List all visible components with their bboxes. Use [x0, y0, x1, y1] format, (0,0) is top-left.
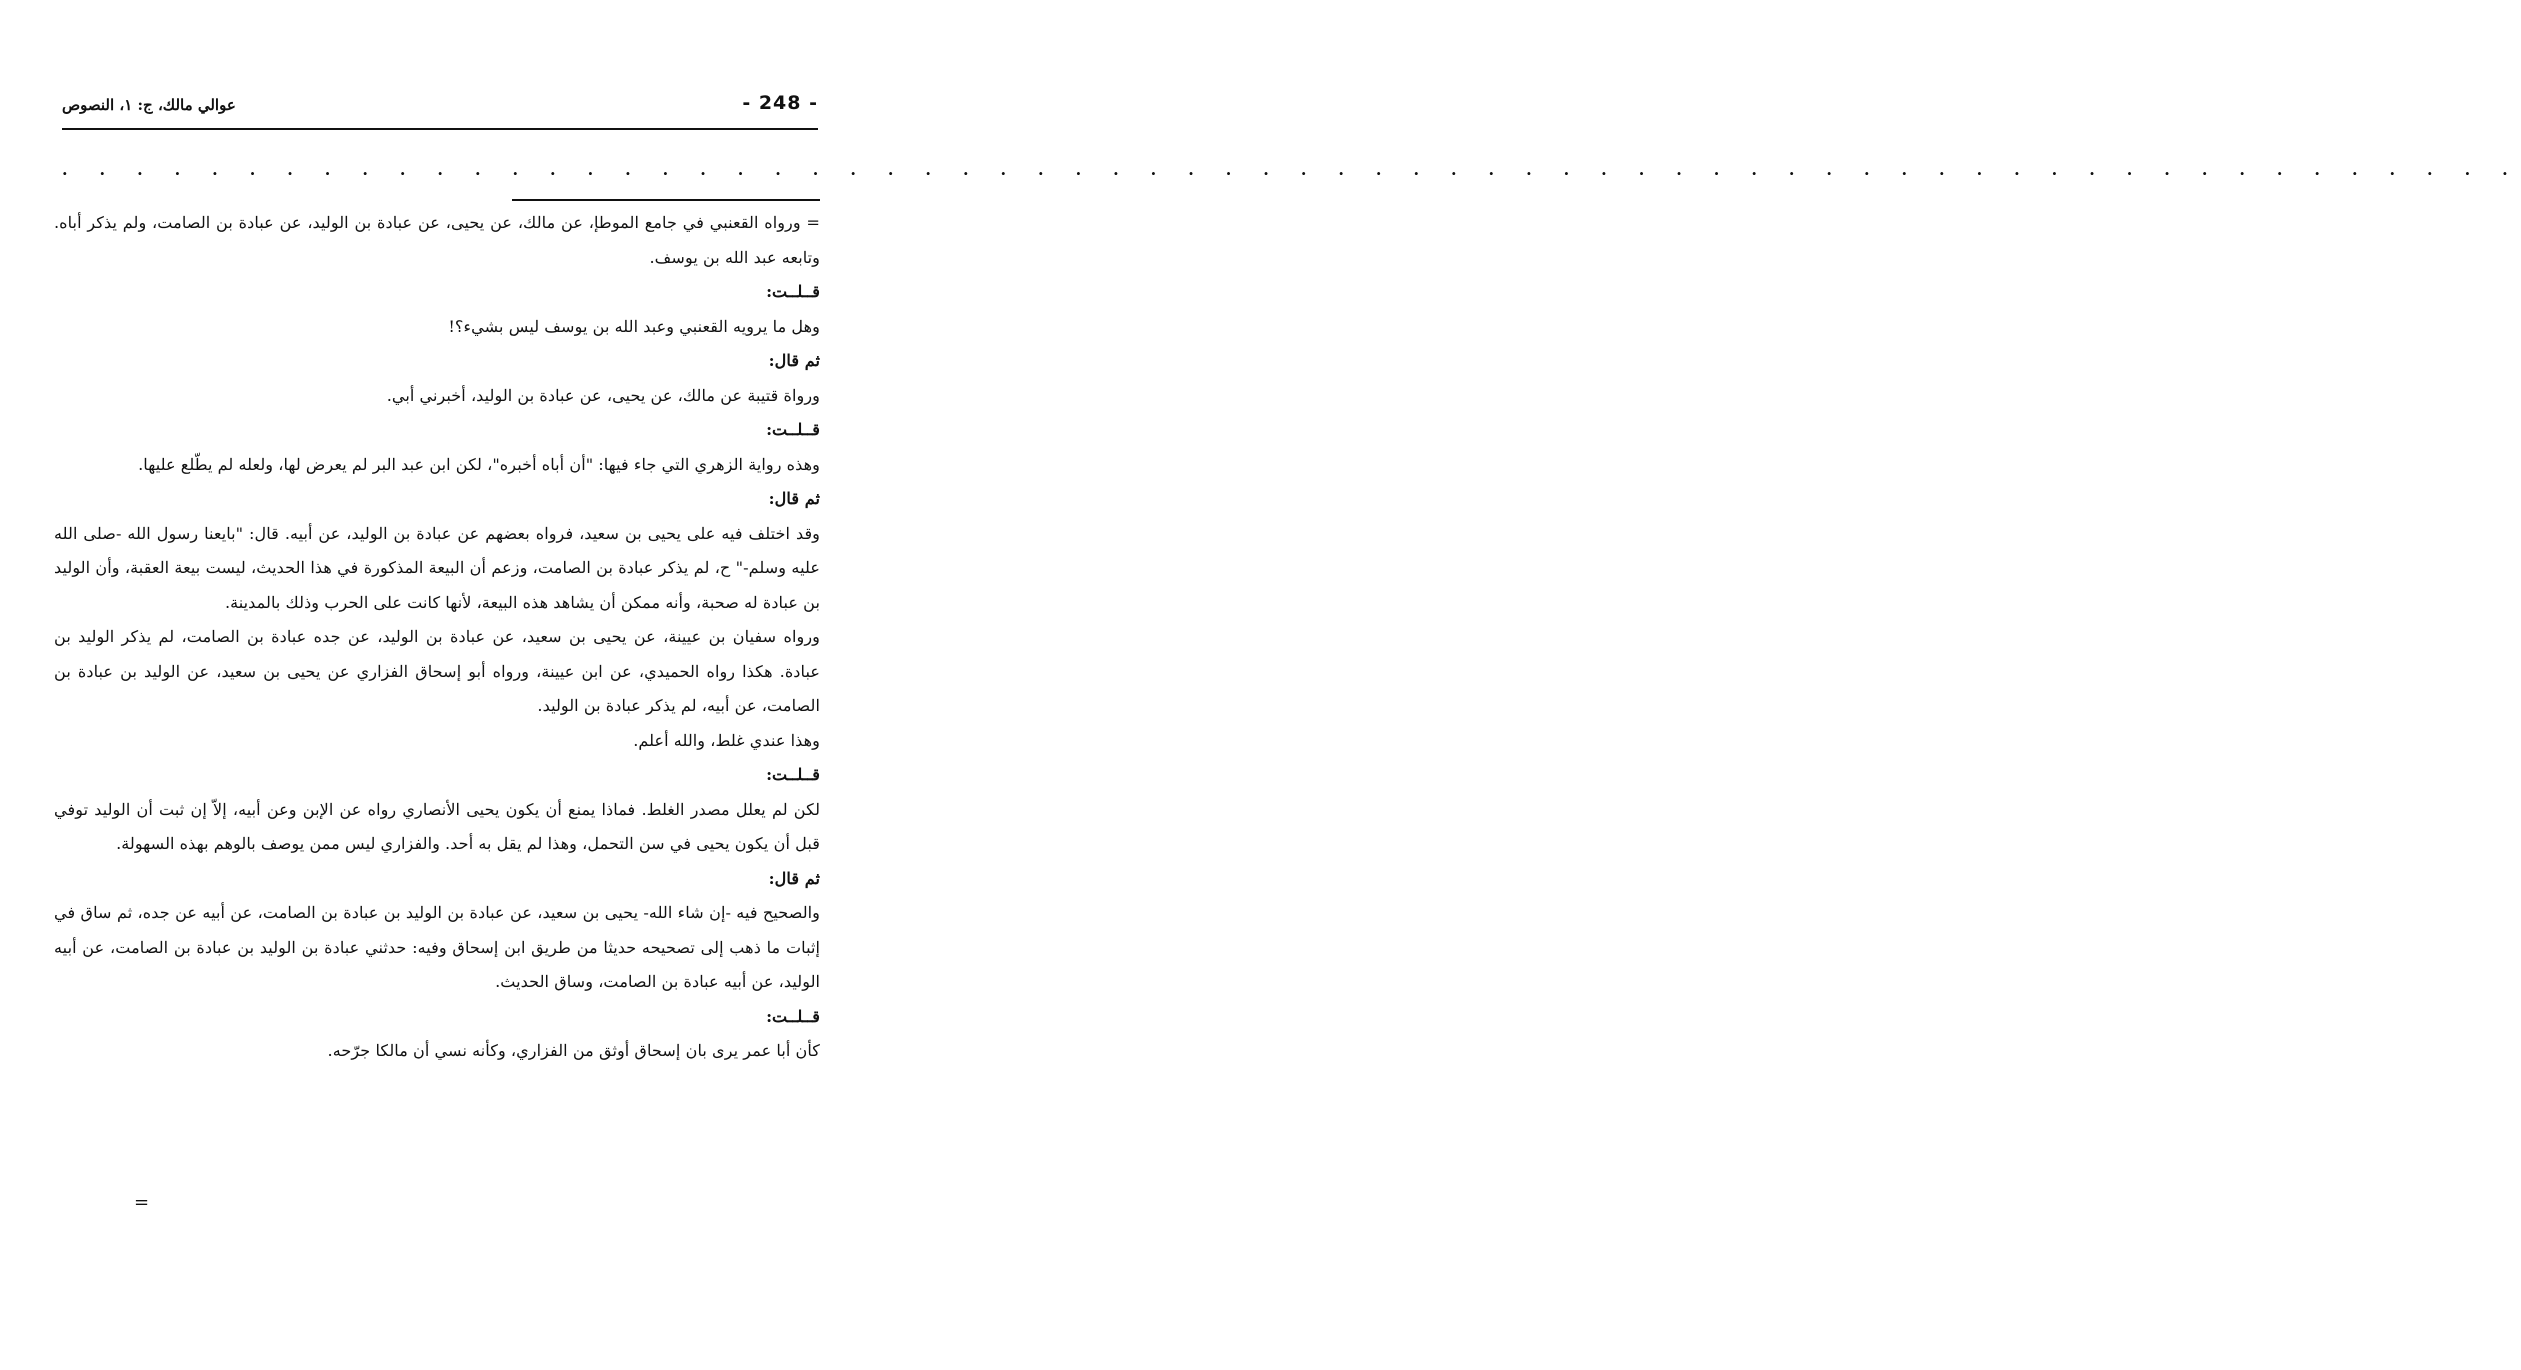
paragraph: ورواة قتيبة عن مالك، عن يحيى، عن عبادة بن الوليد، أخبرني أبي.: [386, 385, 820, 405]
thumma-qala-label: ثم قال:: [768, 351, 820, 370]
qult-label: قــلــت:: [766, 420, 820, 439]
page-header: [62, 92, 818, 126]
paragraph: = ورواه القعنبي في جامع الموطإ، عن مالك، عن يحيى، عن عبادة بن الوليد، عن عبادة بن الصامت، ولم يذكر أباه. وتابعه عبد الله بن يوسف.: [54, 213, 820, 267]
continuation-mark: =: [134, 1192, 150, 1213]
dotted-separator: . . . . . . . . . . . . . . . . . . . . . . . . . . . . . . . . . . . . . . . . . . . . . . . . . . . . . . . . . . . . . . . . . .: [62, 160, 2521, 179]
footnote-rule: [512, 199, 820, 201]
paragraph: لكن لم يعلل مصدر الغلط. فماذا يمنع أن يكون يحيى الأنصاري رواه عن الإبن وعن أبيه، إلاّ إن ثبت أن الوليد توفي قبل أن يكون يحيى في سن التحمل، وهذا لم يقل به أحد. والفزاري ليس ممن يوصف بالوهم بهذه السهولة.: [54, 799, 820, 853]
qult-label: قــلــت:: [766, 765, 820, 784]
qult-label: قــلــت:: [766, 1006, 820, 1026]
running-title: عوالي مالك، ج: ١، النصوص: [62, 96, 236, 114]
paragraph: كأن أبا عمر يرى بان إسحاق أوثق من الفزاري، وكأنه نسي أن مالكا جرّحه.: [327, 1041, 820, 1060]
thumma-qala-label: ثم قال:: [768, 868, 820, 888]
paragraph: ورواه سفيان بن عيينة، عن يحيى بن سعيد، عن عبادة بن الوليد، عن جده عبادة بن الصامت، لم يذكر الوليد بن عبادة. هكذا رواه الحميدي، عن ابن عيينة، ورواه أبو إسحاق الفزاري عن يحيى بن سعيد، عن الوليد بن عبادة بن الصامت، عن أبيه، لم يذكر عبادة بن الوليد.: [54, 627, 820, 715]
header-rule: [62, 128, 818, 130]
main-text: [54, 206, 820, 1069]
paragraph: والصحيح فيه -إن شاء الله- يحيى بن سعيد، عن عبادة بن الوليد بن عبادة بن الصامت، عن أبيه عن جده، ثم ساق في إثبات ما ذهب إلى تصحيحه حديثا من طريق ابن إسحاق وفيه: حدثني عبادة بن الوليد بن عبادة بن الصامت، عن أبيه الوليد، عن أبيه عبادة بن الصامت، وساق الحديث.: [54, 903, 820, 991]
paragraph: وهل ما يرويه القعنبي وعبد الله بن يوسف ليس بشيء؟!: [448, 316, 820, 336]
paragraph: وهذا عندي غلط، والله أعلم.: [633, 730, 820, 750]
thumma-qala-label: ثم قال:: [768, 489, 820, 508]
paragraph: وقد اختلف فيه على يحيى بن سعيد، فرواه بعضهم عن عبادة بن الوليد، عن أبيه. قال: "بايعنا رسول الله -صلى الله عليه وسلم-" ح، لم يذكر عبادة بن الصامت، وزعم أن البيعة المذكورة في هذا الحديث، ليست بيعة العقبة، وأن الوليد بن عبادة له صحبة، وأنه ممكن أن يشاهد هذه البيعة، لأنها كانت على الحرب وذلك بالمدينة.: [54, 523, 820, 612]
paragraph: وهذه رواية الزهري التي جاء فيها: "أن أباه أخبره"، لكن ابن عبد البر لم يعرض لها، ولعله لم يطّلع عليها.: [138, 454, 820, 474]
qult-label: قــلــت:: [766, 282, 820, 301]
page-number: - 248 -: [742, 92, 818, 114]
